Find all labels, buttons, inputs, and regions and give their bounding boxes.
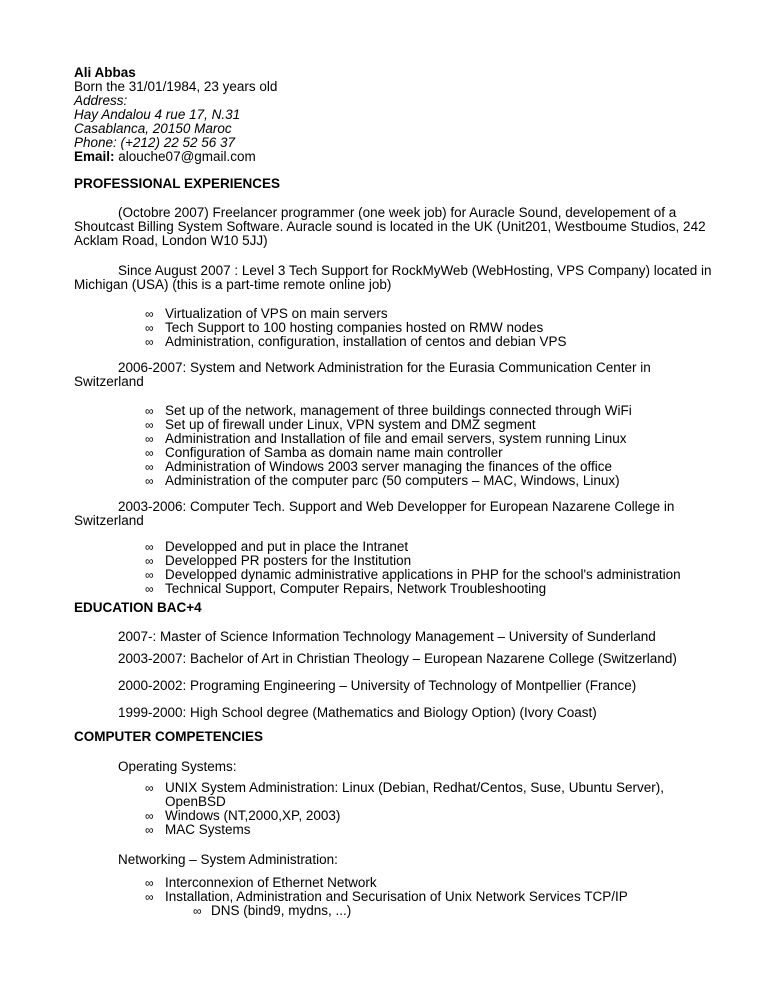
os-list [145, 781, 665, 837]
job-nazarene: 2003-2006: Computer Tech. Support and Web Developper for European Nazarene College in Switzerland [74, 499, 675, 528]
job-nazarene-tasks [145, 540, 685, 596]
list-item: ∞ Developped dynamic administrative applications in PHP for the school's administration [145, 567, 681, 582]
list-item: ∞ UNIX System Administration: Linux (Debian, Redhat/Centos, Suse, Ubuntu Server), OpenBSD [145, 780, 664, 809]
job-auracle: (Octobre 2007) Freelancer programmer (one week job) for Auracle Sound, developement of a Shoutcast Billing System Software. Auracle sound is located in the UK (Unit201, Westboume Studios, 242 Acklam Road, London W10 5JJ) [74, 205, 706, 248]
bullet-icon: ∞ [145, 446, 154, 460]
job-eurasia-tasks [145, 404, 685, 488]
bullet-icon: ∞ [145, 432, 154, 446]
networking-sublist [193, 904, 351, 918]
list-item: ∞ Installation, Administration and Securisation of Unix Network Services TCP/IP [145, 889, 628, 904]
list-item: ∞ Configuration of Samba as domain name main controller [145, 445, 503, 460]
phone-number: Phone: (+212) 22 52 56 37 [74, 135, 236, 150]
bullet-icon: ∞ [145, 568, 154, 582]
bullet-icon: ∞ [145, 876, 154, 890]
education-entry: 1999-2000: High School degree (Mathematics and Biology Option) (Ivory Coast) [118, 705, 597, 720]
email-address: alouche07@gmail.com [114, 149, 256, 164]
list-item: ∞ Administration and Installation of file and email servers, system running Linux [145, 431, 627, 446]
list-item: ∞ Interconnexion of Ethernet Network [145, 875, 377, 890]
list-item: ∞ Administration of Windows 2003 server managing the finances of the office [145, 459, 612, 474]
education-entry: 2000-2002: Programing Engineering – University of Technology of Montpellier (France) [118, 678, 637, 693]
list-item: ∞ Administration, configuration, installation of centos and debian VPS [145, 334, 567, 349]
birth-info: Born the 31/01/1984, 23 years old [74, 79, 278, 94]
bullet-icon: ∞ [145, 307, 154, 321]
education-entry: 2007-: Master of Science Information Technology Management – University of Sunderland [118, 629, 656, 644]
competencies-heading: COMPUTER COMPETENCIES [74, 729, 264, 744]
list-item: ∞ Virtualization of VPS on main servers [145, 306, 388, 321]
networking-label: Networking – System Administration: [118, 852, 338, 867]
os-label: Operating Systems: [118, 759, 237, 774]
networking-list [145, 876, 685, 904]
email-line [74, 150, 714, 164]
education-heading: EDUCATION BAC+4 [74, 600, 202, 615]
bullet-icon: ∞ [145, 321, 154, 335]
job-eurasia: 2006-2007: System and Network Administration for the Eurasia Communication Center in Switzerland [74, 360, 651, 389]
bullet-icon: ∞ [145, 823, 154, 837]
person-name: Ali Abbas [74, 65, 136, 80]
list-item: ∞ Administration of the computer parc (50 computers – MAC, Windows, Linux) [145, 473, 620, 488]
bullet-icon: ∞ [145, 460, 154, 474]
experiences-heading: PROFESSIONAL EXPERIENCES [74, 176, 281, 191]
bullet-icon: ∞ [145, 335, 154, 349]
bullet-icon: ∞ [145, 890, 154, 904]
list-item: ∞ DNS (bind9, mydns, ...) [193, 903, 352, 918]
bullet-icon: ∞ [145, 404, 154, 418]
education-entry: 2003-2007: Bachelor of Art in Christian Theology – European Nazarene College (Switzerland) [118, 651, 677, 666]
bullet-icon: ∞ [145, 781, 154, 795]
bullet-icon: ∞ [145, 540, 154, 554]
bullet-icon: ∞ [145, 474, 154, 488]
address-label: Address: [74, 93, 128, 108]
list-item: ∞ Windows (NT,2000,XP, 2003) [145, 808, 341, 823]
bullet-icon: ∞ [145, 809, 154, 823]
list-item: ∞ MAC Systems [145, 822, 251, 837]
list-item: ∞ Developped and put in place the Intranet [145, 539, 409, 554]
email-label: Email: [74, 149, 115, 164]
bullet-icon: ∞ [145, 582, 154, 596]
bullet-icon: ∞ [193, 904, 202, 918]
list-item: ∞ Developped PR posters for the Institution [145, 553, 412, 568]
list-item: ∞ Tech Support to 100 hosting companies hosted on RMW nodes [145, 320, 544, 335]
job-rockmyweb-tasks [145, 307, 685, 349]
job-rockmyweb: Since August 2007 : Level 3 Tech Support for RockMyWeb (WebHosting, VPS Company) located in Michigan (USA) (this is a part-time remote online job) [74, 263, 712, 292]
contact-header [74, 66, 714, 164]
bullet-icon: ∞ [145, 554, 154, 568]
address-line-1: Hay Andalou 4 rue 17, N.31 [74, 107, 241, 122]
bullet-icon: ∞ [145, 418, 154, 432]
list-item: ∞ Set up of the network, management of three buildings connected through WiFi [145, 403, 632, 418]
address-line-2: Casablanca, 20150 Maroc [74, 121, 232, 136]
list-item: ∞ Technical Support, Computer Repairs, Network Troubleshooting [145, 581, 547, 596]
list-item: ∞ Set up of firewall under Linux, VPN system and DMZ segment [145, 417, 536, 432]
